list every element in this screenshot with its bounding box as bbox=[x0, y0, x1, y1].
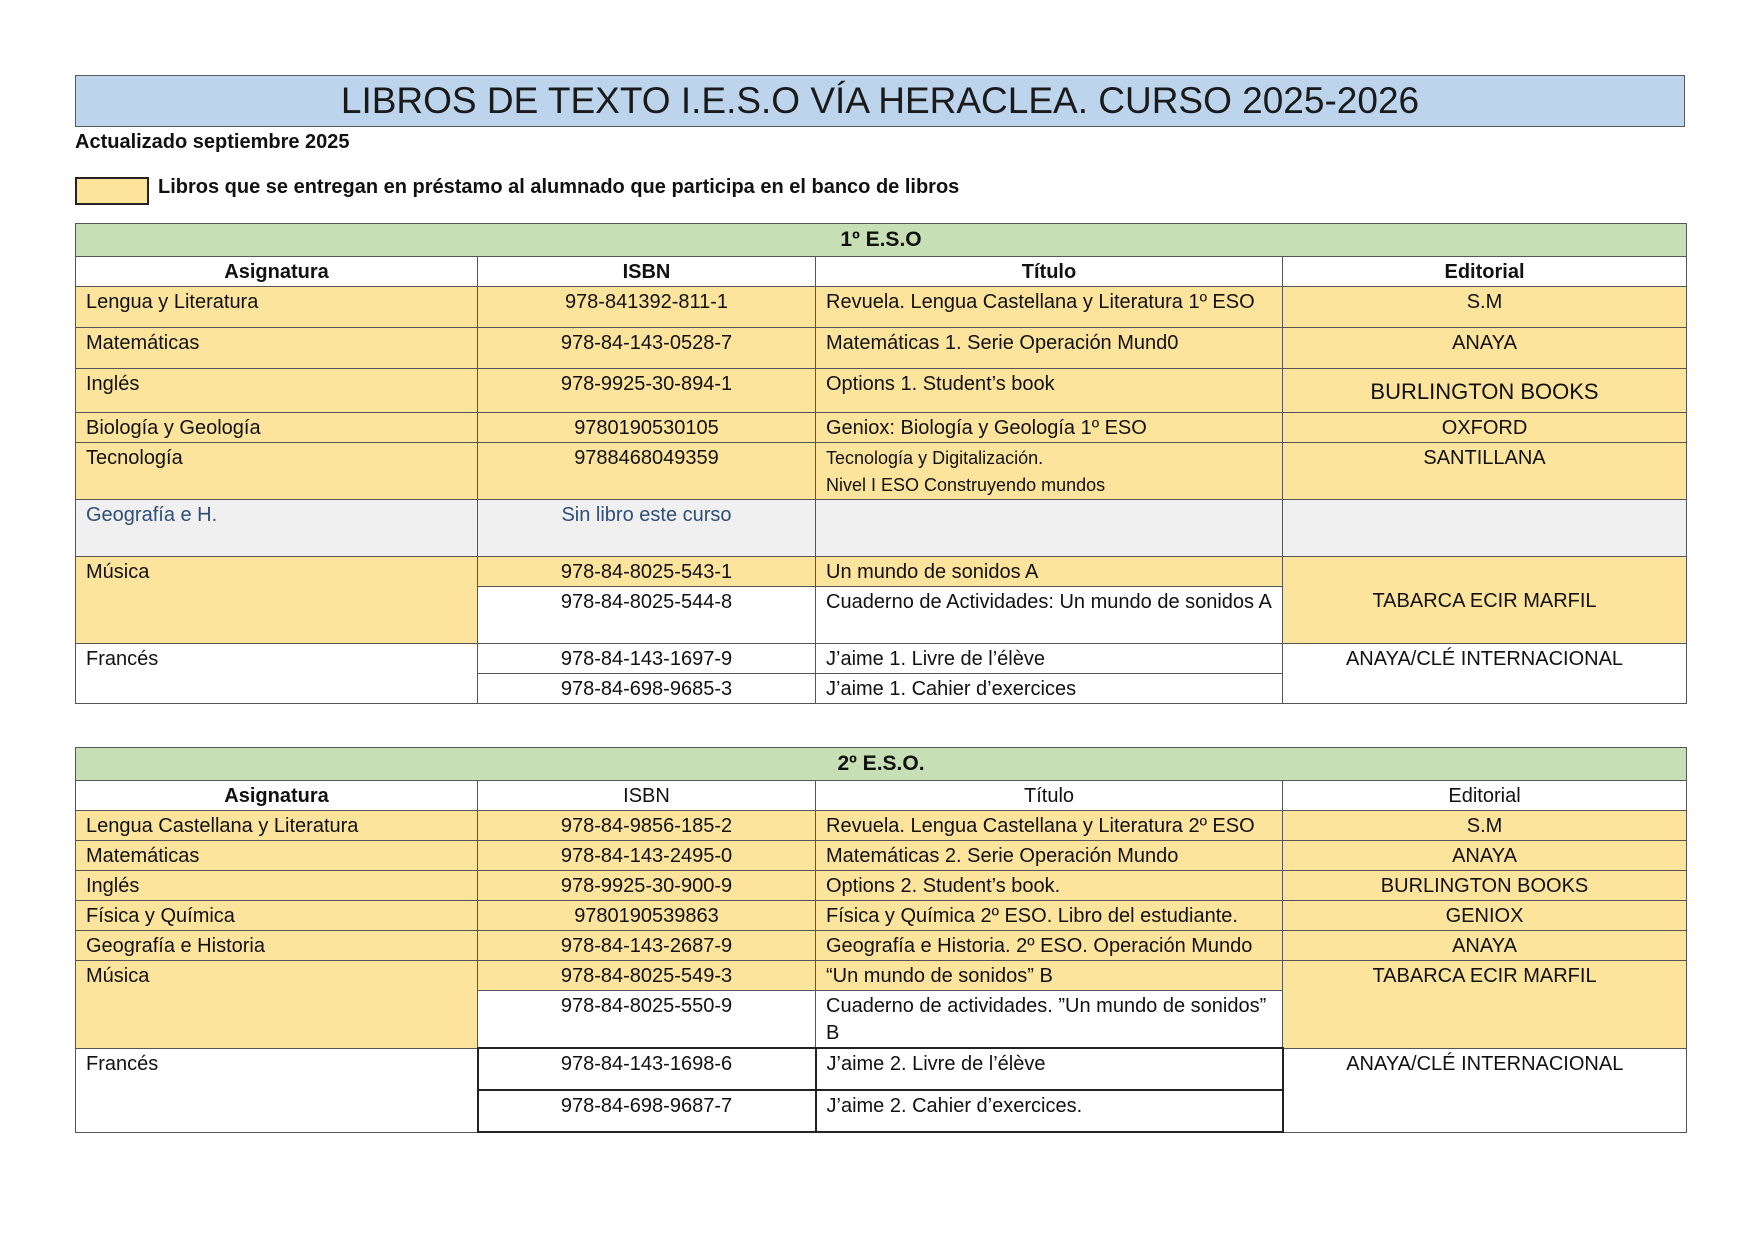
subject-cell: Francés bbox=[76, 644, 478, 704]
table-eso1 bbox=[75, 223, 1687, 704]
table-row bbox=[76, 644, 1687, 674]
publisher-cell: S.M bbox=[1283, 811, 1687, 841]
title-cell: “Un mundo de sonidos” B bbox=[816, 961, 1283, 991]
title-cell: Cuaderno de Actividades: Un mundo de sonidos A bbox=[816, 587, 1283, 644]
subject-cell: Francés bbox=[76, 1048, 478, 1132]
title-cell: Options 1. Student’s book bbox=[816, 369, 1283, 413]
title-cell: Geografía e Historia. 2º ESO. Operación Mundo bbox=[816, 931, 1283, 961]
publisher-cell: SANTILLANA bbox=[1283, 443, 1687, 500]
title-cell: Revuela. Lengua Castellana y Literatura 1º ESO bbox=[816, 287, 1283, 328]
table-row bbox=[76, 443, 1687, 500]
title-cell: Cuaderno de actividades. ”Un mundo de sonidos” B bbox=[816, 991, 1283, 1049]
subject-cell: Tecnología bbox=[76, 443, 478, 500]
subject-cell: Geografía e H. bbox=[76, 500, 478, 557]
title-cell: Options 2. Student’s book. bbox=[816, 871, 1283, 901]
isbn-cell: 978-84-143-0528-7 bbox=[478, 328, 816, 369]
isbn-cell: 978-84-8025-544-8 bbox=[478, 587, 816, 644]
col-header-title: Título bbox=[816, 257, 1283, 287]
col-header-subject: Asignatura bbox=[76, 257, 478, 287]
title-cell: J’aime 1. Cahier d’exercices bbox=[816, 674, 1283, 704]
subject-cell: Inglés bbox=[76, 369, 478, 413]
title-cell: Geniox: Biología y Geología 1º ESO bbox=[816, 413, 1283, 443]
isbn-cell: 978-84-143-2495-0 bbox=[478, 841, 816, 871]
subject-cell: Música bbox=[76, 557, 478, 644]
publisher-cell: OXFORD bbox=[1283, 413, 1687, 443]
title-cell: Matemáticas 1. Serie Operación Mund0 bbox=[816, 328, 1283, 369]
title-cell: Física y Química 2º ESO. Libro del estudiante. bbox=[816, 901, 1283, 931]
table-row bbox=[76, 500, 1687, 557]
updated-date: Actualizado septiembre 2025 bbox=[75, 131, 350, 153]
publisher-cell bbox=[1283, 500, 1687, 557]
publisher-cell: ANAYA bbox=[1283, 841, 1687, 871]
table-eso2 bbox=[75, 747, 1687, 1133]
level-header-eso2: 2º E.S.O. bbox=[76, 748, 1687, 781]
isbn-cell: 978-84-698-9687-7 bbox=[478, 1090, 816, 1132]
table-row bbox=[76, 328, 1687, 369]
title-cell: J’aime 1. Livre de l’élève bbox=[816, 644, 1283, 674]
table-row bbox=[76, 557, 1687, 587]
publisher-cell: ANAYA/CLÉ INTERNACIONAL bbox=[1283, 1048, 1687, 1132]
isbn-cell: 9788468049359 bbox=[478, 443, 816, 500]
isbn-cell: 978-84-143-2687-9 bbox=[478, 931, 816, 961]
isbn-cell: 978-84-143-1698-6 bbox=[478, 1048, 816, 1090]
col-header-publisher: Editorial bbox=[1283, 257, 1687, 287]
isbn-cell: Sin libro este curso bbox=[478, 500, 816, 557]
table-row bbox=[76, 961, 1687, 991]
subject-cell: Música bbox=[76, 961, 478, 1049]
subject-cell: Matemáticas bbox=[76, 328, 478, 369]
subject-cell: Geografía e Historia bbox=[76, 931, 478, 961]
title-cell bbox=[816, 500, 1283, 557]
level-header-eso1: 1º E.S.O bbox=[76, 224, 1687, 257]
subject-cell: Inglés bbox=[76, 871, 478, 901]
publisher-cell: BURLINGTON BOOKS bbox=[1283, 369, 1687, 413]
title-cell: J’aime 2. Cahier d’exercices. bbox=[816, 1090, 1283, 1132]
table-row bbox=[76, 287, 1687, 328]
publisher-cell: S.M bbox=[1283, 287, 1687, 328]
publisher-cell: GENIOX bbox=[1283, 901, 1687, 931]
title-cell: Matemáticas 2. Serie Operación Mundo bbox=[816, 841, 1283, 871]
subject-cell: Física y Química bbox=[76, 901, 478, 931]
isbn-cell: 978-841392-811-1 bbox=[478, 287, 816, 328]
legend-text: Libros que se entregan en préstamo al alumnado que participa en el banco de libros bbox=[158, 176, 960, 198]
legend-swatch bbox=[75, 177, 149, 205]
table-row bbox=[76, 841, 1687, 871]
table-row bbox=[76, 931, 1687, 961]
isbn-cell: 978-84-698-9685-3 bbox=[478, 674, 816, 704]
page-title: LIBROS DE TEXTO I.E.S.O VÍA HERACLEA. CURSO 2025-2026 bbox=[75, 75, 1685, 127]
col-header-title: Título bbox=[816, 781, 1283, 811]
col-header-isbn: ISBN bbox=[478, 781, 816, 811]
isbn-cell: 978-84-8025-550-9 bbox=[478, 991, 816, 1049]
subject-cell: Matemáticas bbox=[76, 841, 478, 871]
publisher-cell: ANAYA bbox=[1283, 328, 1687, 369]
table-row bbox=[76, 369, 1687, 413]
title-line: Nivel I ESO Construyendo mundos bbox=[826, 475, 1106, 495]
subject-cell: Lengua y Literatura bbox=[76, 287, 478, 328]
col-header-subject: Asignatura bbox=[76, 781, 478, 811]
table-row bbox=[76, 871, 1687, 901]
isbn-cell: 978-84-143-1697-9 bbox=[478, 644, 816, 674]
title-cell: Un mundo de sonidos A bbox=[816, 557, 1283, 587]
title-cell: Revuela. Lengua Castellana y Literatura 2º ESO bbox=[816, 811, 1283, 841]
table-row bbox=[76, 413, 1687, 443]
table-row bbox=[76, 1048, 1687, 1090]
isbn-cell: 9780190530105 bbox=[478, 413, 816, 443]
table-row bbox=[76, 901, 1687, 931]
isbn-cell: 9780190539863 bbox=[478, 901, 816, 931]
isbn-cell: 978-9925-30-900-9 bbox=[478, 871, 816, 901]
col-header-publisher: Editorial bbox=[1283, 781, 1687, 811]
isbn-cell: 978-84-8025-549-3 bbox=[478, 961, 816, 991]
subject-cell: Lengua Castellana y Literatura bbox=[76, 811, 478, 841]
subject-cell: Biología y Geología bbox=[76, 413, 478, 443]
publisher-cell: BURLINGTON BOOKS bbox=[1283, 871, 1687, 901]
isbn-cell: 978-9925-30-894-1 bbox=[478, 369, 816, 413]
title-cell bbox=[816, 443, 1283, 500]
publisher-cell: ANAYA bbox=[1283, 931, 1687, 961]
publisher-cell: ANAYA/CLÉ INTERNACIONAL bbox=[1283, 644, 1687, 704]
col-header-isbn: ISBN bbox=[478, 257, 816, 287]
table-row bbox=[76, 811, 1687, 841]
publisher-cell: TABARCA ECIR MARFIL bbox=[1283, 557, 1687, 644]
isbn-cell: 978-84-8025-543-1 bbox=[478, 557, 816, 587]
title-line: Tecnología y Digitalización. bbox=[826, 448, 1044, 468]
publisher-cell: TABARCA ECIR MARFIL bbox=[1283, 961, 1687, 1049]
title-cell: J’aime 2. Livre de l’élève bbox=[816, 1048, 1283, 1090]
isbn-cell: 978-84-9856-185-2 bbox=[478, 811, 816, 841]
